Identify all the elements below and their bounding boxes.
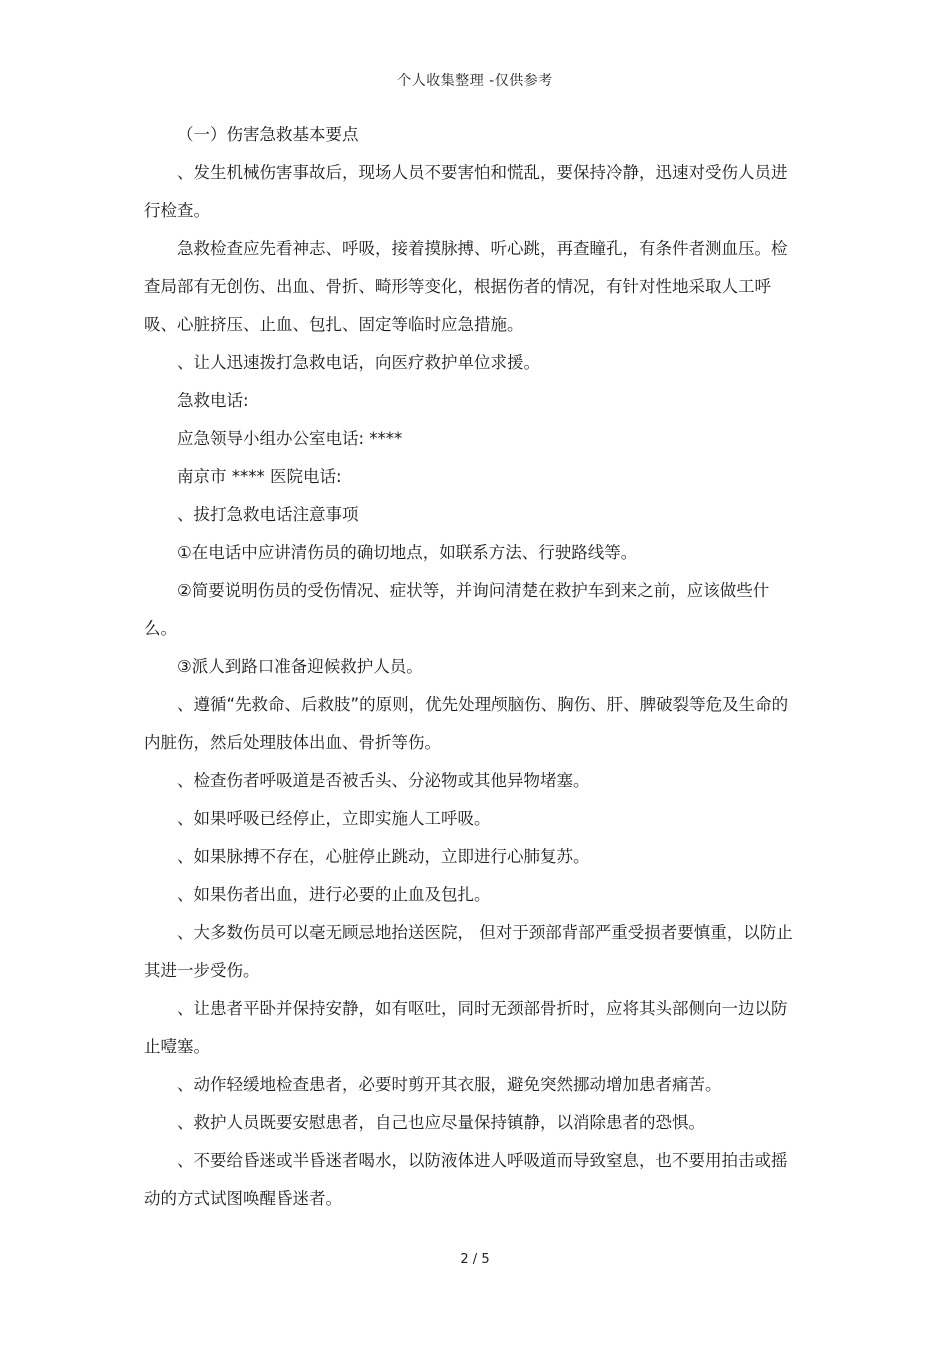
- paragraph: 南京市 **** 医院电话:: [177, 467, 342, 486]
- paragraph: 、动作轻缓地检查患者，必要时剪开其衣服，避免突然挪动增加患者痛苦。: [177, 1075, 722, 1094]
- paragraph: 、遵循“先救命、后救肢”的原则，优先处理颅脑伤、胸伤、肝、脾破裂等危及生命的内脏伤，然后处理肢体出血、骨折等伤。: [144, 695, 789, 752]
- paragraph: 、如果呼吸已经停止，立即实施人工呼吸。: [177, 809, 491, 828]
- paragraph: 、让患者平卧并保持安静，如有呕吐，同时无颈部骨折时，应将其头部侧向一边以防止噎塞。: [144, 999, 788, 1056]
- document-body: [144, 116, 796, 1218]
- paragraph: 、检查伤者呼吸道是否被舌头、分泌物或其他异物堵塞。: [177, 771, 590, 790]
- paragraph: 、救护人员既要安慰患者，自己也应尽量保持镇静，以消除患者的恐惧。: [177, 1113, 705, 1132]
- paragraph: 、大多数伤员可以毫无顾忌地抬送医院， 但对于颈部背部严重受损者要慎重，以防止其进一步受伤。: [144, 923, 793, 980]
- paragraph: 急救电话:: [177, 391, 249, 410]
- paragraph: 急救检查应先看神志、呼吸，接着摸脉搏、听心跳，再查瞳孔，有条件者测血压。检查局部有无创伤、出血、骨折、畸形等变化，根据伤者的情况，有针对性地采取人工呼吸、心脏挤压、止血、包扎、固定等临时应急措施。: [144, 239, 788, 334]
- page-header: 个人收集整理 -仅供参考: [397, 73, 553, 89]
- paragraph: ①在电话中应讲清伤员的确切地点，如联系方法、行驶路线等。: [177, 543, 638, 562]
- paragraph: ③派人到路口准备迎候救护人员。: [177, 657, 423, 676]
- paragraph: 、如果伤者出血，进行必要的止血及包扎。: [177, 885, 491, 904]
- paragraph: 、拔打急救电话注意事项: [177, 505, 359, 524]
- paragraph: ②简要说明伤员的受伤情况、症状等，并询问清楚在救护车到来之前，应该做些什么。: [144, 581, 770, 638]
- section-heading: （一）伤害急救基本要点: [177, 125, 359, 144]
- paragraph: 、如果脉搏不存在，心脏停止跳动，立即进行心肺复苏。: [177, 847, 590, 866]
- paragraph: 、让人迅速拨打急救电话，向医疗救护单位求援。: [177, 353, 540, 372]
- paragraph: 、发生机械伤害事故后，现场人员不要害怕和慌乱，要保持冷静，迅速对受伤人员进行检查。: [144, 163, 788, 220]
- page-number: 2 / 5: [460, 1252, 490, 1267]
- paragraph: 应急领导小组办公室电话: ****: [177, 429, 403, 448]
- paragraph: 、不要给昏迷或半昏迷者喝水，以防液体进人呼吸道而导致窒息，也不要用拍击或摇动的方式试图唤醒昏迷者。: [144, 1151, 788, 1208]
